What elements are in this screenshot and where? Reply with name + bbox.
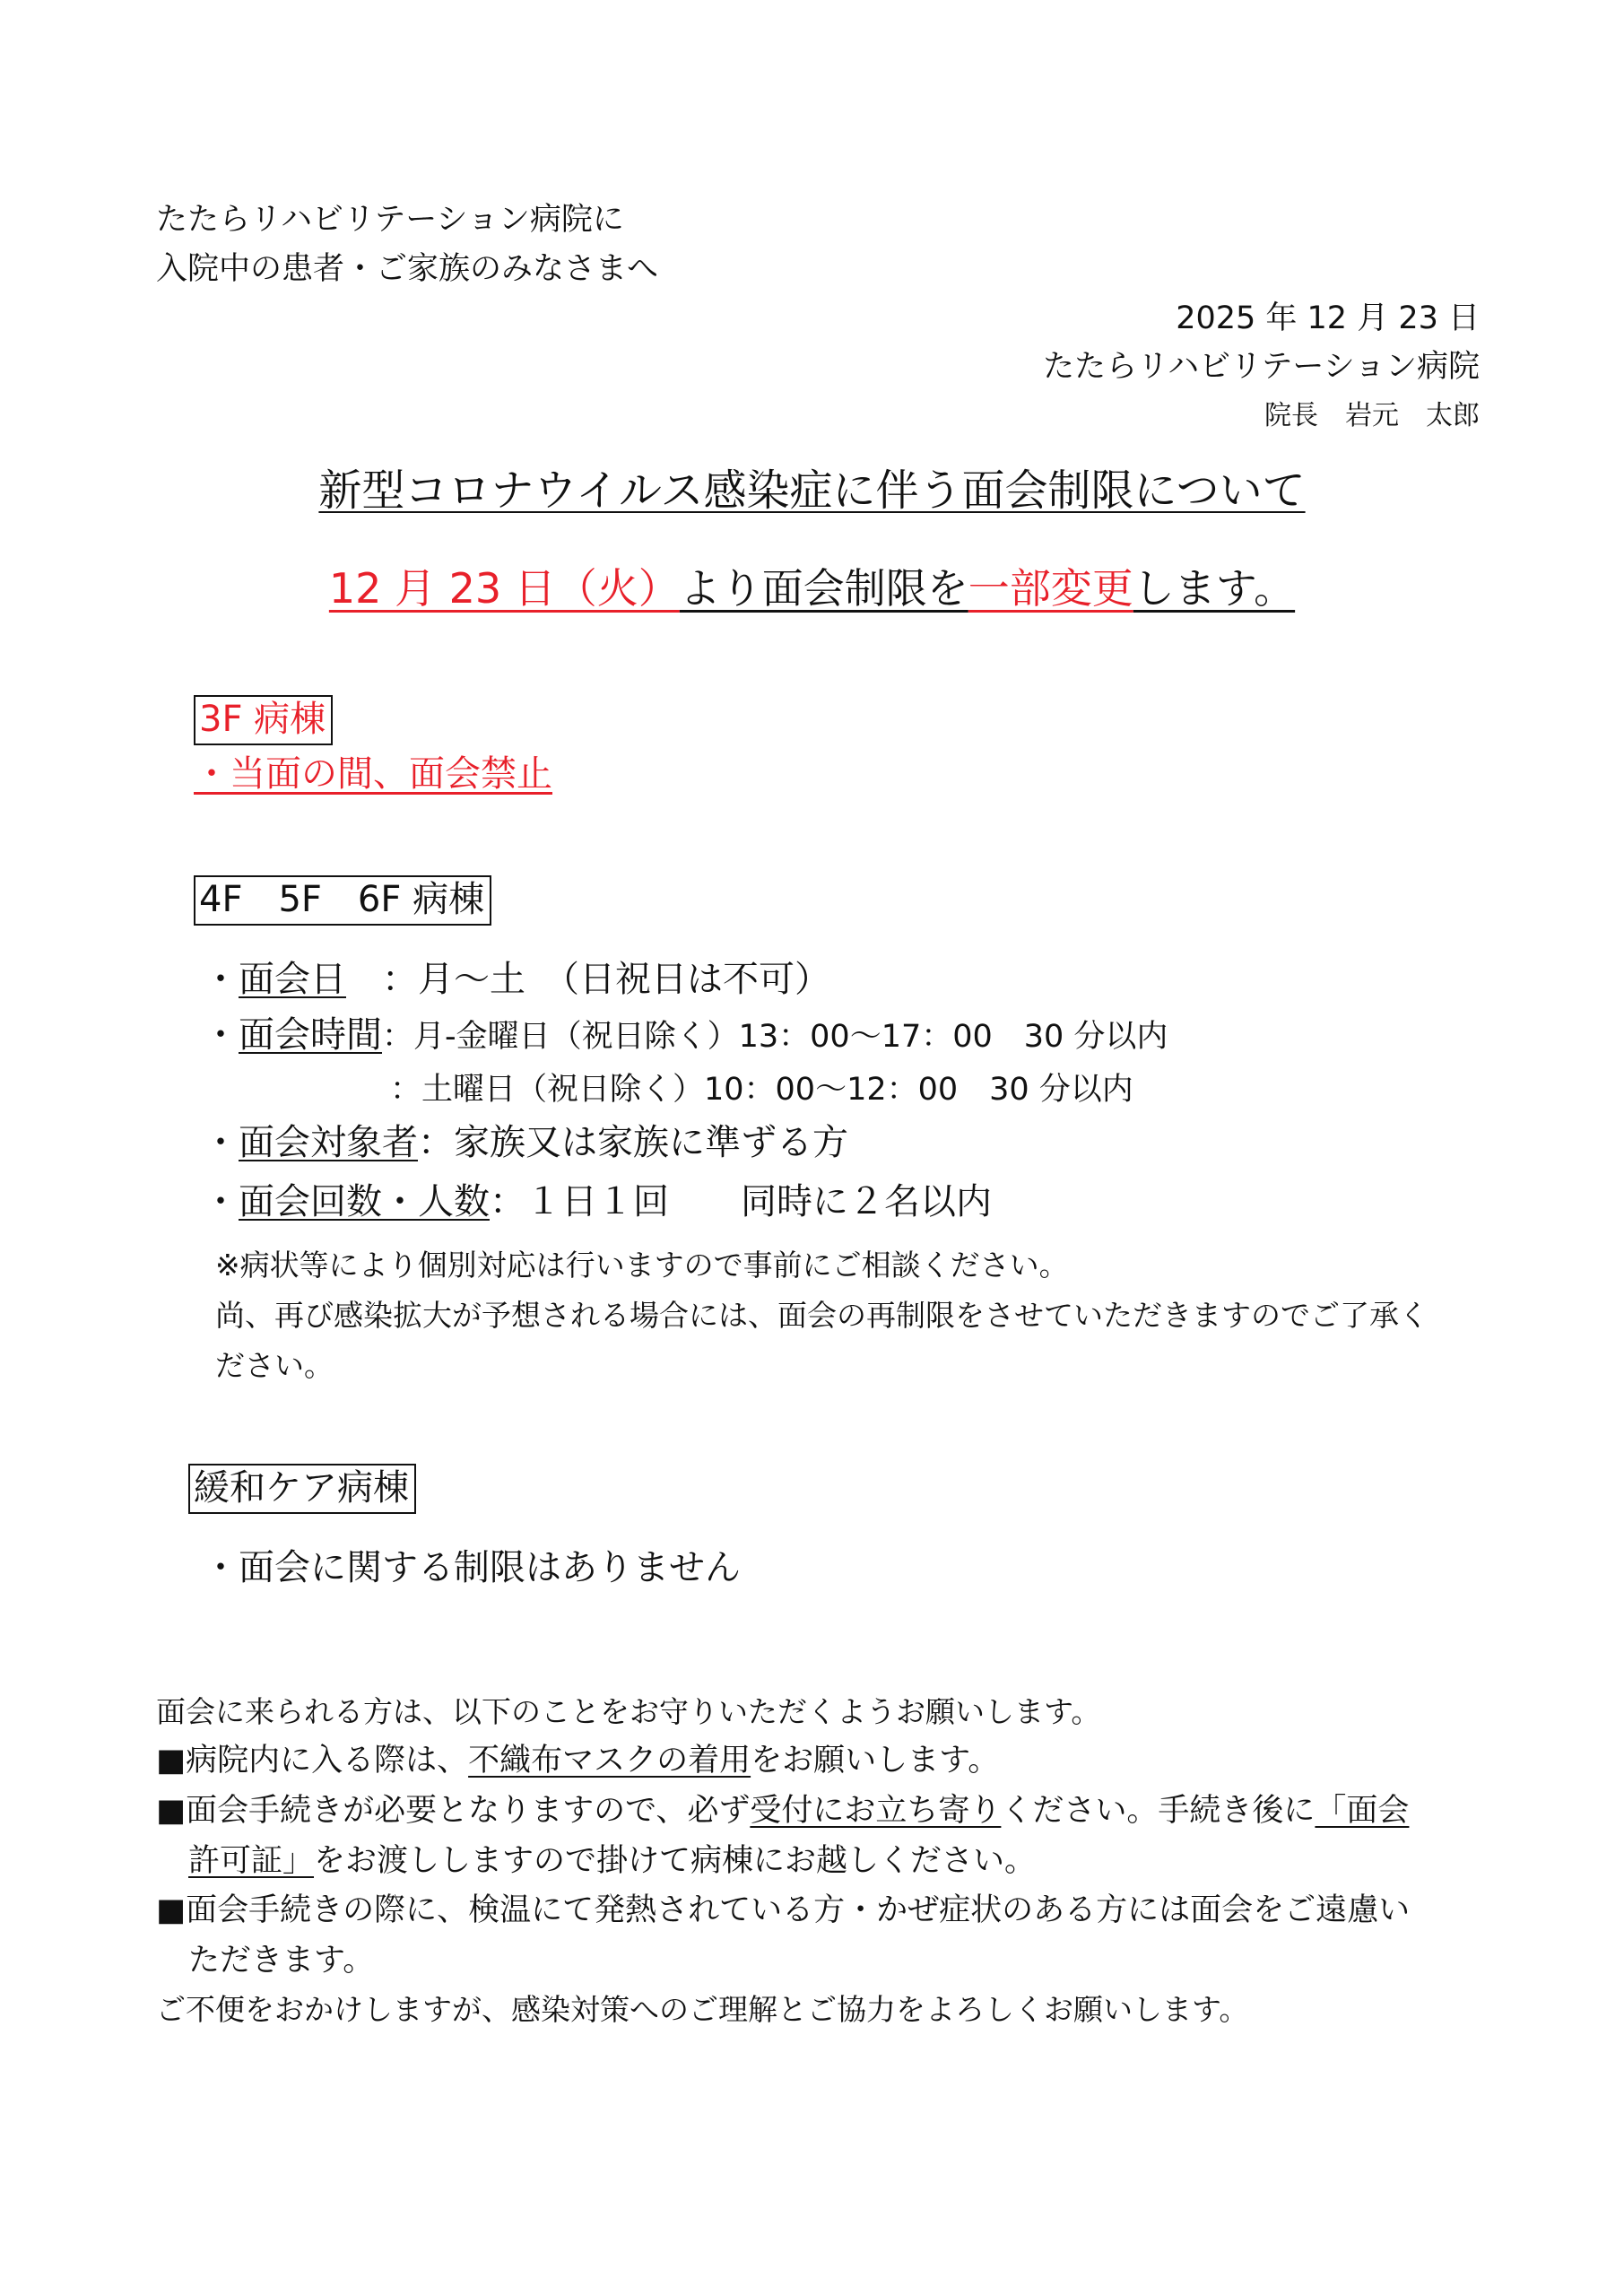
note-line-1: ※病状等により個別対応は行いますので事前にご相談ください。 bbox=[215, 1248, 1069, 1283]
ward-3f-rule: ・当面の間、面会禁止 bbox=[194, 753, 552, 795]
announcement-date: 12 月 23 日（火） bbox=[328, 564, 680, 613]
visit-days: ・面会日 ：月～土 （日祝日は不可） bbox=[203, 959, 830, 1000]
announcement-text-1: より面会制限を bbox=[679, 564, 968, 613]
visit-days-label: 面会日 bbox=[239, 959, 346, 1000]
issue-date: 2025 年 12 月 23 日 bbox=[1176, 300, 1480, 336]
footer-intro: 面会に来られる方は、以下のことをお守りいただくようお願いします。 bbox=[156, 1694, 1101, 1729]
visit-frequency: ・面会回数・人数：１日１回 同時に２名以内 bbox=[203, 1181, 992, 1222]
palliative-heading: 緩和ケア病棟 bbox=[188, 1464, 416, 1514]
footer-bullet-3-cont: ただきます。 bbox=[188, 1943, 375, 1979]
addressee-line-1: たたらリハビリテーション病院に bbox=[156, 202, 624, 238]
director-name: 院長 岩元 太郎 bbox=[1264, 400, 1480, 431]
visitor-eligibility: ・面会対象者：家族又は家族に準ずる方 bbox=[203, 1122, 848, 1163]
page-title: 新型コロナウイルス感染症に伴う面会制限について bbox=[318, 465, 1306, 516]
visitor-eligibility-label: 面会対象者 bbox=[239, 1122, 418, 1163]
announcement bbox=[0, 564, 1624, 613]
ward-3f-heading: 3F 病棟 bbox=[194, 695, 333, 745]
visit-frequency-label: 面会回数・人数 bbox=[239, 1181, 490, 1222]
footer-bullet-1: ■病院内に入る際は、不織布マスクの着用をお願いします。 bbox=[156, 1743, 1000, 1779]
note-line-3: ださい。 bbox=[215, 1348, 334, 1383]
addressee-line-2: 入院中の患者・ご家族のみなさまへ bbox=[156, 251, 659, 287]
visit-hours-saturday: ：土曜日（祝日除く）10：00～12：00 30 分以内 bbox=[390, 1072, 1133, 1108]
footer-bullet-2-cont: 許可証」をお渡ししますので掛けて病棟にお越しください。 bbox=[188, 1843, 1037, 1879]
note-line-2: 尚、再び感染拡大が予想される場合には、面会の再制限をさせていただきますのでご了承く bbox=[215, 1298, 1429, 1333]
visit-hours-label: 面会時間 bbox=[239, 1014, 382, 1056]
ward-456-heading: 4F 5F 6F 病棟 bbox=[194, 875, 491, 926]
footer-bullet-2: ■面会手続きが必要となりますので、必ず受付にお立ち寄りください。手続き後に「面会 bbox=[156, 1793, 1410, 1829]
visit-hours-weekday: ・面会時間：月-金曜日（祝日除く）13：00～17：00 30 分以内 bbox=[203, 1014, 1168, 1056]
hospital-name: たたらリハビリテーション病院 bbox=[1043, 349, 1480, 385]
footer-bullet-3: ■面会手続きの際に、検温にて発熱されている方・かぜ症状のある方には面会をご遠慮い bbox=[156, 1892, 1411, 1928]
footer-closing: ご不便をおかけしますが、感染対策へのご理解とご協力をよろしくお願いします。 bbox=[156, 1992, 1249, 2027]
announcement-changed: 一部変更 bbox=[968, 564, 1133, 613]
palliative-rule: ・面会に関する制限はありません bbox=[203, 1547, 741, 1588]
announcement-text-2: します。 bbox=[1133, 564, 1296, 613]
